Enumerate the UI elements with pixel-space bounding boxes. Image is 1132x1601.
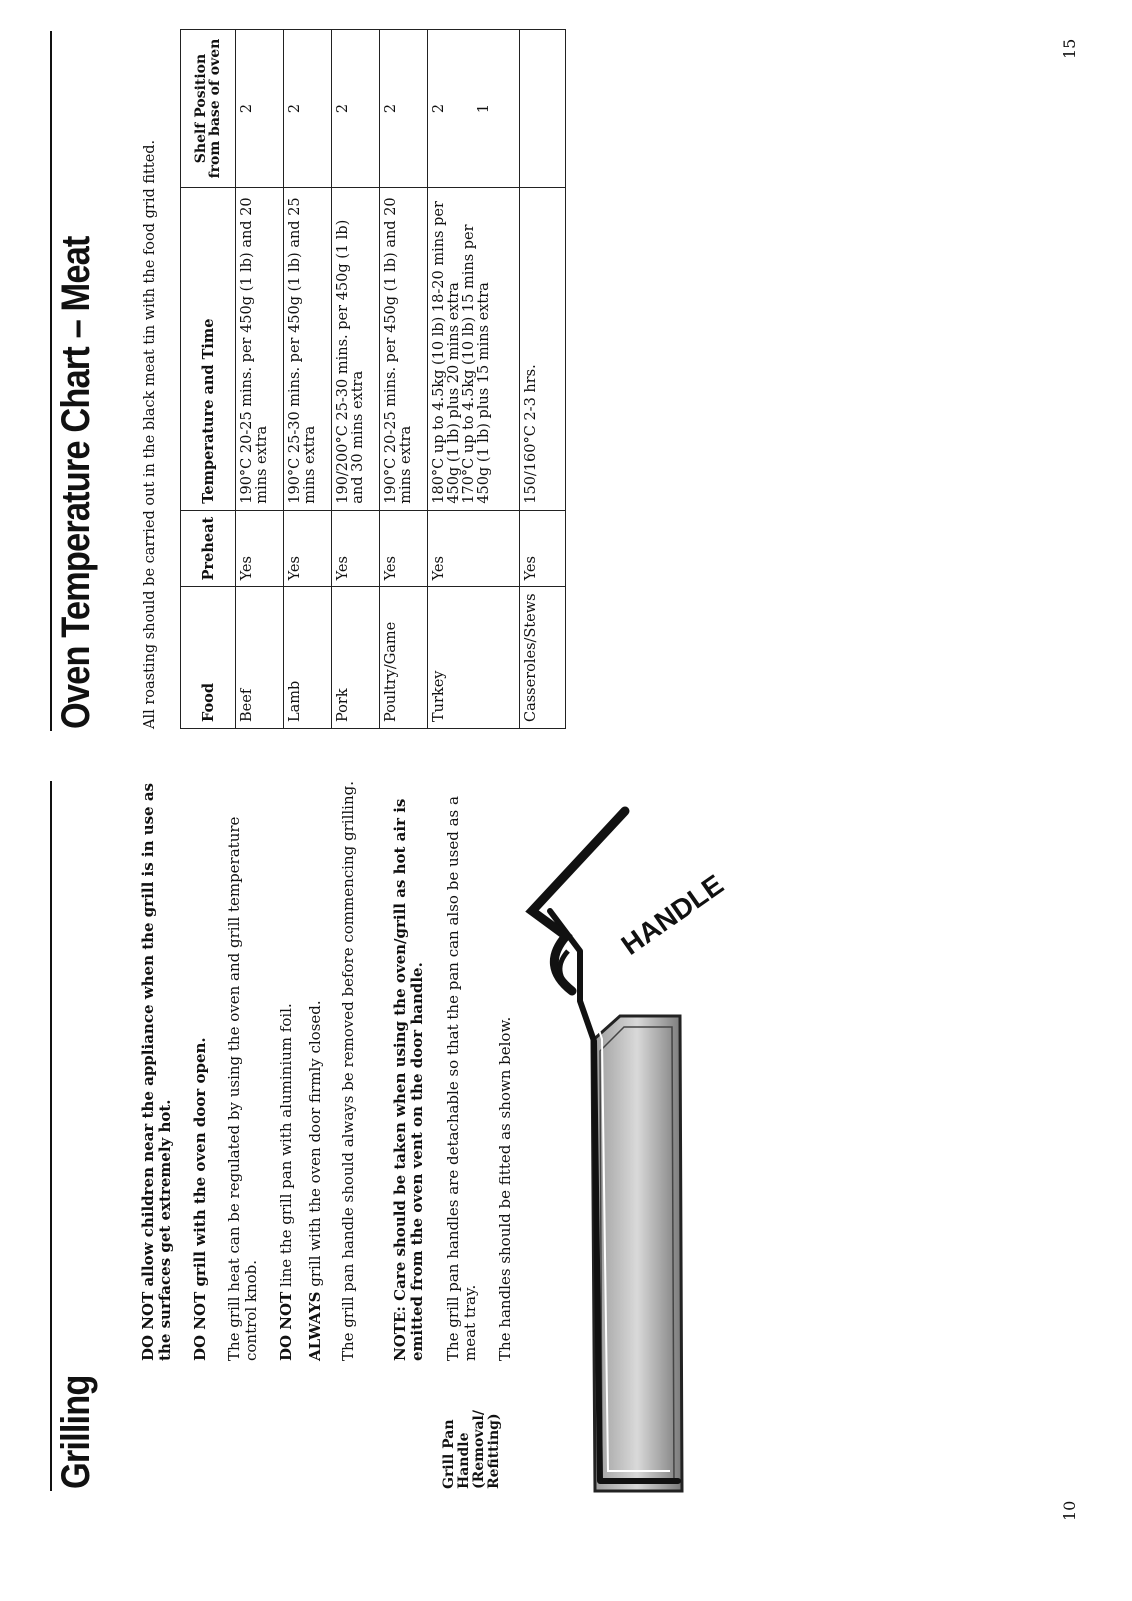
meat-temperature-table bbox=[180, 29, 566, 729]
cell-shelf-position bbox=[284, 30, 332, 188]
cell-food: Casseroles/Stews bbox=[520, 587, 566, 729]
paragraph-text: The grill heat can be regulated by using the oven and grill temperature control knob. bbox=[225, 816, 260, 1361]
paragraph-text: DO NOT allow children near the appliance when the grill is in use as the surfaces get extremely hot. bbox=[139, 783, 174, 1361]
table-row bbox=[332, 30, 380, 729]
handle-label: HANDLE bbox=[615, 868, 730, 961]
grill-pan-handle-label: Grill Pan Handle (Removal/ Refitting) bbox=[441, 1410, 502, 1489]
cell-temperature-time bbox=[380, 188, 428, 511]
cell-temperature-time bbox=[520, 188, 566, 511]
temperature-line: 170°C up to 4.5kg (10 lb) 15 mins per 450g (1 lb) plus 15 mins extra bbox=[461, 224, 492, 504]
temperature-line: 190°C 20-25 mins. per 450g (1 lb) and 20 mins extra bbox=[383, 197, 414, 504]
cell-preheat: Yes bbox=[236, 510, 284, 587]
header-shelf-position: Shelf Position from base of oven bbox=[181, 30, 236, 188]
cell-food: Poultry/Game bbox=[380, 587, 428, 729]
cell-shelf-position bbox=[428, 30, 520, 188]
header-temperature-time: Temperature and Time bbox=[181, 188, 236, 511]
left-page-number: 10 bbox=[1060, 1500, 1079, 1521]
grilling-paragraph bbox=[497, 781, 514, 1361]
chart-top-rule bbox=[50, 31, 52, 731]
grilling-paragraph bbox=[340, 781, 357, 1361]
paragraph-text: NOTE: Care should be taken when using the oven/grill as hot air is emitted from the oven vent on the door handle. bbox=[391, 798, 426, 1361]
shelf-value: 2 bbox=[239, 103, 255, 114]
table-body bbox=[236, 30, 566, 729]
header-preheat: Preheat bbox=[181, 510, 236, 587]
paragraph-text: grill with the oven door firmly closed. bbox=[306, 1000, 324, 1292]
temperature-line: 190/200°C 25-30 mins. per 450g (1 lb) and 30 mins extra bbox=[335, 219, 366, 504]
cell-preheat: Yes bbox=[380, 510, 428, 587]
shelf-value: 2 bbox=[431, 103, 447, 114]
cell-shelf-position bbox=[236, 30, 284, 188]
cell-shelf-position bbox=[332, 30, 380, 188]
paragraph-text: line the grill pan with aluminium foil. bbox=[277, 1003, 295, 1292]
paragraph-text: The grill pan handles are detachable so that the pan can also be used as a meat tray. bbox=[444, 796, 479, 1361]
cell-preheat: Yes bbox=[520, 510, 566, 587]
paragraph-lead: DO NOT bbox=[277, 1291, 295, 1361]
temperature-line: 180°C up to 4.5kg (10 lb) 18-20 mins per 450g (1 lb) plus 20 mins extra bbox=[431, 201, 462, 504]
grilling-paragraph bbox=[226, 781, 260, 1361]
cell-temperature-time bbox=[236, 188, 284, 511]
paragraph-text: The grill pan handle should always be removed before commencing grilling. bbox=[339, 781, 357, 1361]
table-row bbox=[284, 30, 332, 729]
table-row bbox=[380, 30, 428, 729]
grilling-top-rule bbox=[50, 781, 52, 1491]
grilling-paragraph bbox=[140, 781, 174, 1361]
right-page-number: 15 bbox=[1060, 38, 1079, 59]
header-food: Food bbox=[181, 587, 236, 729]
table-header-row bbox=[181, 30, 236, 729]
cell-food: Beef bbox=[236, 587, 284, 729]
grilling-paragraph bbox=[307, 781, 324, 1361]
temperature-line: 150/160°C 2-3 hrs. bbox=[523, 364, 539, 504]
table-row bbox=[236, 30, 284, 729]
cell-temperature-time bbox=[332, 188, 380, 511]
table-row bbox=[520, 30, 566, 729]
paragraph-lead: ALWAYS bbox=[306, 1291, 324, 1361]
cell-preheat: Yes bbox=[332, 510, 380, 587]
grilling-paragraph bbox=[392, 781, 426, 1361]
shelf-value: 2 bbox=[287, 103, 303, 114]
cell-preheat: Yes bbox=[284, 510, 332, 587]
cell-temperature-time bbox=[428, 188, 520, 511]
grill-pan-illustration bbox=[520, 811, 730, 1511]
grilling-paragraph bbox=[278, 781, 295, 1361]
table-row bbox=[428, 30, 520, 729]
grilling-paragraph bbox=[192, 781, 209, 1361]
chart-title: Oven Temperature Chart – Meat bbox=[54, 236, 98, 729]
temperature-line: 190°C 20-25 mins. per 450g (1 lb) and 20 mins extra bbox=[239, 197, 270, 504]
paragraph-text: DO NOT grill with the oven door open. bbox=[191, 1037, 209, 1361]
paragraph-text: The handles should be fitted as shown below. bbox=[496, 1016, 514, 1361]
grilling-title: Grilling bbox=[54, 1375, 98, 1489]
cell-food: Lamb bbox=[284, 587, 332, 729]
cell-food: Pork bbox=[332, 587, 380, 729]
cell-food: Turkey bbox=[428, 587, 520, 729]
shelf-value: 2 bbox=[383, 103, 399, 114]
chart-intro: All roasting should be carried out in the black meat tin with the food grid fitted. bbox=[142, 139, 158, 729]
shelf-value: 2 bbox=[335, 103, 351, 114]
cell-temperature-time bbox=[284, 188, 332, 511]
cell-shelf-position bbox=[380, 30, 428, 188]
temperature-line: 190°C 25-30 mins. per 450g (1 lb) and 25 mins extra bbox=[287, 197, 318, 504]
shelf-value: 1 bbox=[476, 103, 492, 114]
grilling-paragraph bbox=[445, 781, 479, 1361]
cell-preheat: Yes bbox=[428, 510, 520, 587]
cell-shelf-position bbox=[520, 30, 566, 188]
